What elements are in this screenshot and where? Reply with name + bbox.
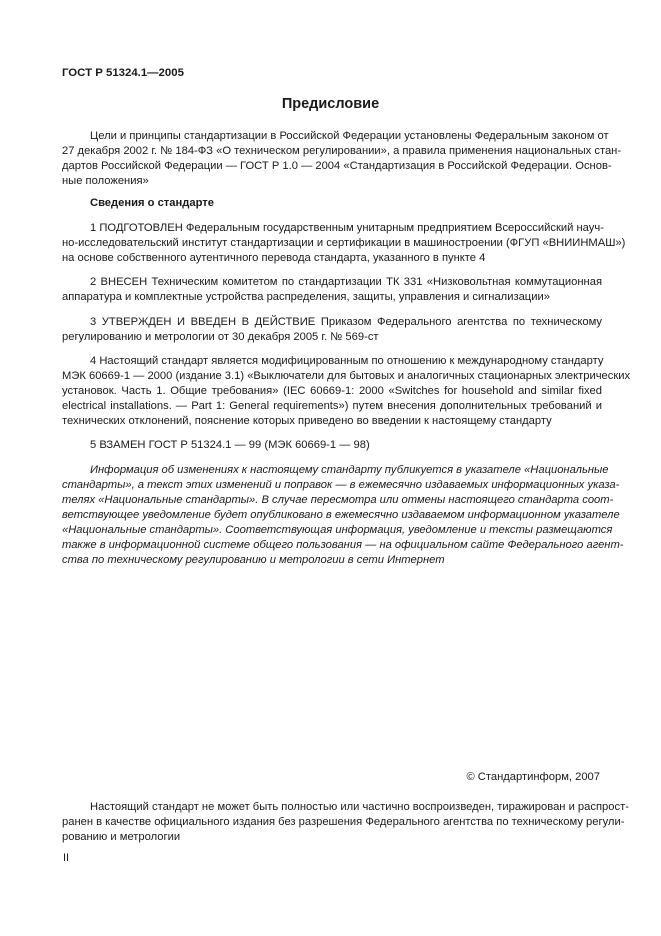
info-line: «Национальные стандарты». Соответствующая информация, уведомление и тексты размещаются <box>62 524 613 536</box>
info-line: также в информационной системе общего пользования — на официальном сайте Федерального агент- <box>62 539 624 551</box>
info-line: ветствующее уведомление будет опубликовано в ежемесячно издаваемом информационном указателе <box>62 509 620 521</box>
section-title: Сведения о стандарте <box>90 197 214 209</box>
document-code-header: ГОСТ Р 51324.1—2005 <box>62 67 184 79</box>
page-number: II <box>63 852 70 864</box>
copyright-notice: © Стандартинформ, 2007 <box>466 771 600 783</box>
item2-line: аппаратура и комплектные устройства распределения, защиты, управления и сигнализации» <box>62 291 550 303</box>
info-line: Информация об изменениях к настоящему стандарту публикуется в указателе «Национальные <box>90 464 609 476</box>
item2-line: 2 ВНЕСЕН Техническим комитетом по стандартизации ТК 331 «Низковольтная коммутационная <box>90 276 602 288</box>
intro-line: дартов Российской Федерации — ГОСТ Р 1.0 — 2004 «Стандартизация в Российской Федерации. Основ- <box>62 160 612 172</box>
intro-line: Цели и принципы стандартизации в Российской Федерации установлены Федеральным законом от <box>90 130 609 142</box>
item4-line: 4 Настоящий стандарт является модифицированным по отношению к международному стандарту <box>90 355 604 367</box>
item1-line: 1 ПОДГОТОВЛЕН Федеральным государственным унитарным предприятием Всероссийский науч- <box>90 222 604 234</box>
info-line: телях «Национальные стандарты». В случае пересмотра или отмены настоящего стандарта соот- <box>62 494 614 506</box>
item3-line: 3 УТВЕРЖДЕН И ВВЕДЕН В ДЕЙСТВИЕ Приказом Федерального агентства по техническому <box>90 316 602 328</box>
item1-line: на основе собственного аутентичного перевода стандарта, указанного в пункте 4 <box>62 252 486 264</box>
item4-line: установок. Часть 1. Общие требования» (IEC 60669-1: 2000 «Switches for household and similar fixed <box>62 385 602 397</box>
item4-line: технических отклонений, пояснение которых приведено во введении к настоящему стандарту <box>62 415 552 427</box>
info-line: ства по техническому регулированию и метрологии в сети Интернет <box>62 554 445 566</box>
item4-line: МЭК 60669-1 — 2000 (издание 3.1) «Выключатели для бытовых и аналогичных стационарных электрических <box>62 370 631 382</box>
intro-line: ные положения» <box>62 175 149 187</box>
info-line: стандарты», а текст этих изменений и поправок — в ежемесячно издаваемых информационных указа- <box>62 479 620 491</box>
intro-line: 27 декабря 2002 г. № 184-ФЗ «О техническом регулировании», а правила применения национальных стан- <box>62 145 622 157</box>
foreword-title: Предисловие <box>281 96 380 112</box>
item4-line: electrical installations. — Part 1: General requirements») путем внесения дополнительных требований и <box>62 400 602 412</box>
item1-line: но-исследовательский институт стандартизации и сертификации в машиностроении (ФГУП «ВНИИНМАШ») <box>62 237 626 249</box>
notice-line: Настоящий стандарт не может быть полностью или частично воспроизведен, тиражирован и распрост- <box>90 801 629 813</box>
notice-line: рованию и метрологии <box>62 831 181 843</box>
item5-line: 5 ВЗАМЕН ГОСТ Р 51324.1 — 99 (МЭК 60669-1 — 98) <box>90 439 370 451</box>
notice-line: ранен в качестве официального издания без разрешения Федерального агентства по техническому регули- <box>62 816 625 828</box>
item3-line: регулированию и метрологии от 30 декабря 2005 г. № 569-ст <box>62 331 379 343</box>
